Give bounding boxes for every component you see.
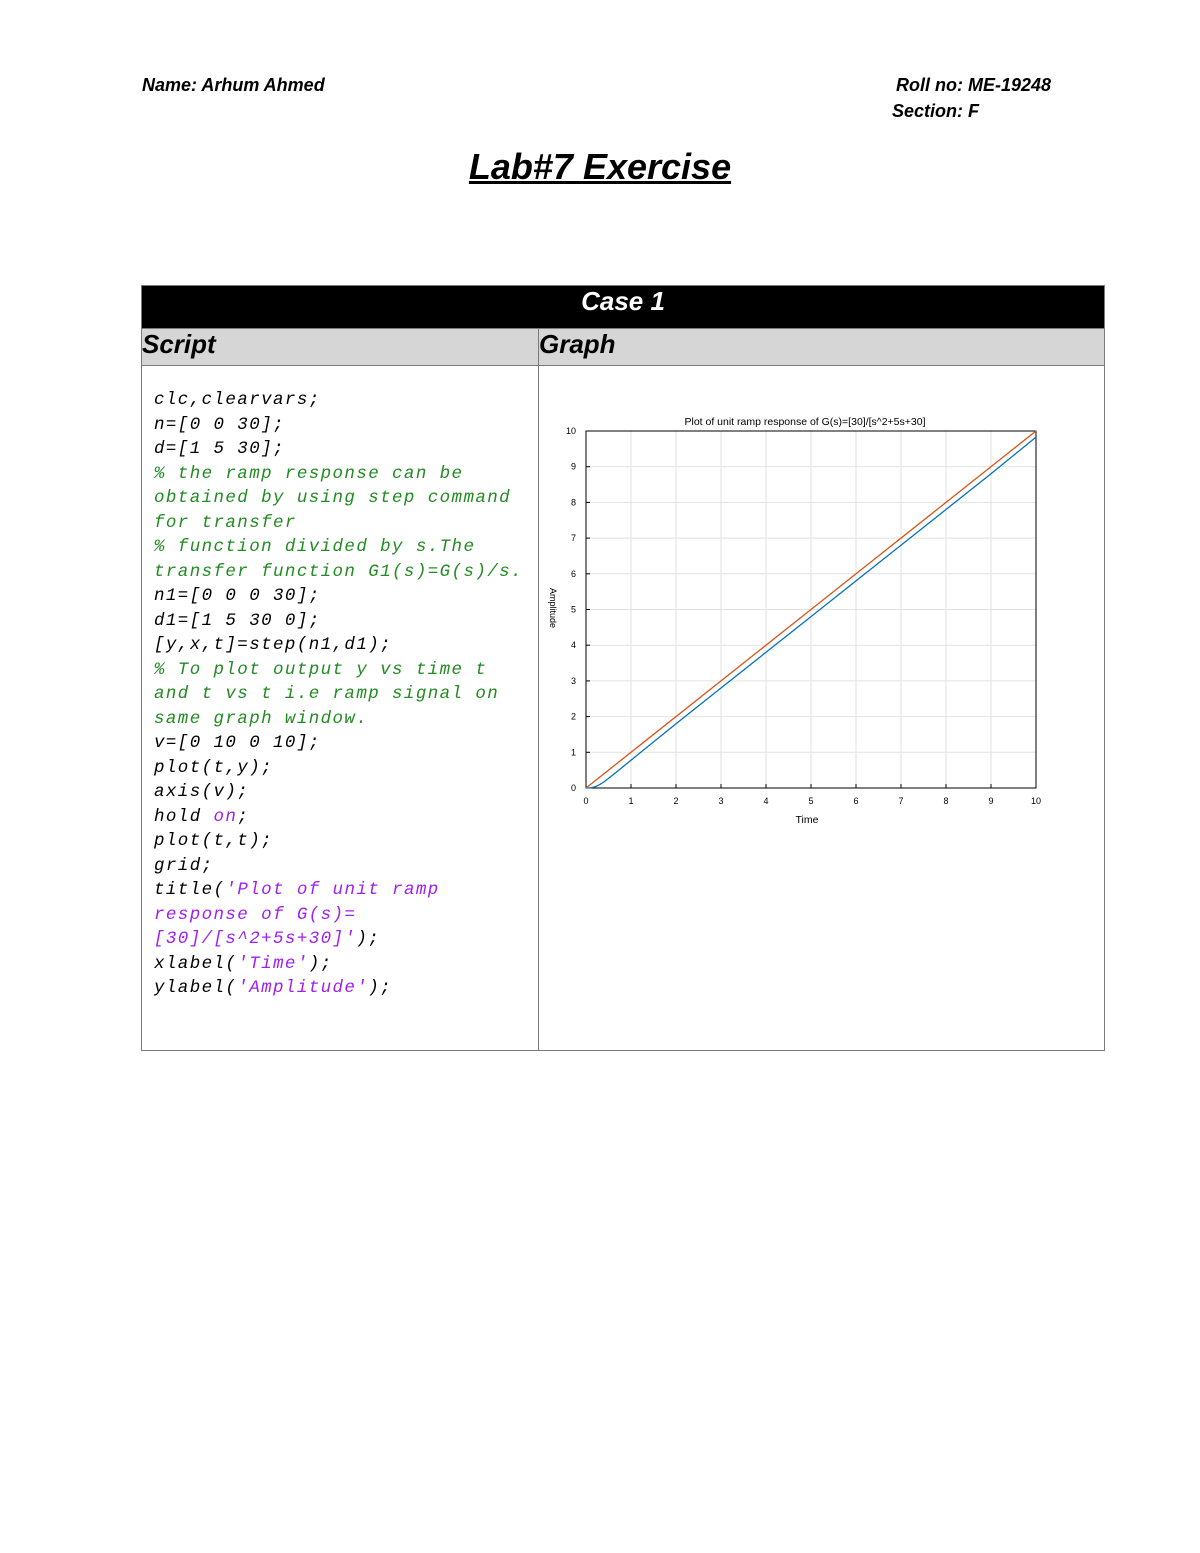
y-tick-label: 8	[570, 497, 576, 508]
y-tick-label: 4	[570, 640, 576, 651]
graph-cell	[539, 366, 1105, 1051]
script-cell	[142, 366, 539, 1051]
script-token: 'Plot of unit ramp response of G(s)=[30]/[s^2+5s+30]'	[154, 880, 452, 949]
y-tick-label: 6	[570, 568, 576, 579]
script-token: 'Amplitude'	[237, 978, 369, 998]
x-tick-label: 8	[943, 796, 949, 806]
script-line	[154, 633, 530, 658]
y-tick-label: 10	[565, 426, 576, 436]
script-token: axis(v);	[154, 782, 250, 802]
x-axis-label: Time	[795, 814, 819, 826]
y-axis-label: Amplitude	[548, 587, 558, 629]
graph-column-header: Graph	[539, 329, 1105, 366]
script-token: on	[213, 806, 238, 827]
script-line	[154, 780, 530, 805]
script-token: n=[0 0 30];	[154, 414, 285, 435]
script-token: );	[356, 929, 381, 949]
script-token: xlabel(	[154, 953, 238, 974]
script-token: 'Time'	[237, 953, 309, 974]
chart-title: Plot of unit ramp response of G(s)=[30]/[s^2+5s+30]	[684, 416, 926, 428]
x-tick-label: 7	[898, 796, 904, 806]
script-token: );	[308, 953, 333, 974]
x-tick-label: 10	[1030, 796, 1042, 806]
lab-table	[141, 285, 1105, 1051]
y-tick-label: 5	[570, 604, 576, 615]
script-line	[154, 854, 530, 879]
script-token: clc,clearvars;	[154, 390, 321, 410]
y-tick-label: 3	[570, 675, 576, 686]
script-token: % the ramp response can be obtained by using step command for transfer	[154, 463, 523, 533]
script-line	[154, 976, 530, 1001]
script-token: d=[1 5 30];	[154, 439, 285, 459]
roll-number: Roll no: ME-19248	[896, 75, 1052, 95]
y-tick-label: 7	[570, 533, 576, 544]
script-token: [y,x,t]=step(n1,d1);	[154, 635, 393, 655]
x-tick-label: 9	[988, 796, 994, 806]
ramp-response-chart	[539, 366, 1099, 846]
script-line	[154, 462, 530, 536]
x-tick-label: 0	[583, 796, 589, 806]
script-token: ;	[237, 806, 250, 827]
matlab-script	[154, 388, 530, 1001]
y-tick-label: 2	[570, 711, 576, 722]
script-token: plot(t,y);	[154, 757, 274, 778]
section-label: Section: F	[892, 101, 980, 121]
y-tick-label: 0	[570, 783, 576, 793]
script-line	[154, 535, 530, 584]
script-line	[154, 413, 530, 438]
x-tick-label: 4	[763, 796, 769, 806]
script-line	[154, 658, 530, 732]
script-column-header: Script	[142, 329, 539, 366]
script-line	[154, 437, 530, 462]
script-token: plot(t,t);	[154, 831, 274, 851]
x-tick-label: 5	[808, 796, 814, 806]
y-tick-label: 1	[570, 747, 576, 758]
x-tick-label: 2	[673, 796, 679, 806]
script-line	[154, 388, 530, 413]
script-token: n1=[0 0 0 30];	[154, 586, 321, 606]
script-token: d1=[1 5 30 0];	[154, 610, 321, 631]
x-tick-label: 3	[718, 796, 724, 806]
script-token: v=[0 10 0 10];	[154, 733, 321, 753]
script-token: title(	[154, 880, 226, 900]
case-heading: Case 1	[142, 286, 1105, 329]
script-line	[154, 878, 530, 952]
script-line	[154, 584, 530, 609]
script-token: );	[368, 978, 393, 998]
x-tick-label: 1	[628, 796, 634, 806]
script-line	[154, 952, 530, 977]
script-token: % To plot output y vs time t and t vs t i.e ramp signal on same graph window.	[154, 659, 512, 729]
script-token: ylabel(	[154, 978, 238, 998]
student-name: Name: Arhum Ahmed	[142, 75, 325, 95]
x-tick-label: 6	[853, 796, 859, 806]
y-tick-label: 9	[570, 461, 576, 472]
script-line	[154, 731, 530, 756]
script-line	[154, 756, 530, 781]
page-title: Lab#7 Exercise	[468, 146, 732, 187]
script-token: hold	[154, 806, 214, 827]
script-line	[154, 829, 530, 854]
script-line	[154, 609, 530, 634]
script-token: % function divided by s.The transfer function G1(s)=G(s)/s.	[154, 537, 523, 582]
script-line	[154, 805, 530, 830]
script-token: grid;	[154, 855, 214, 876]
